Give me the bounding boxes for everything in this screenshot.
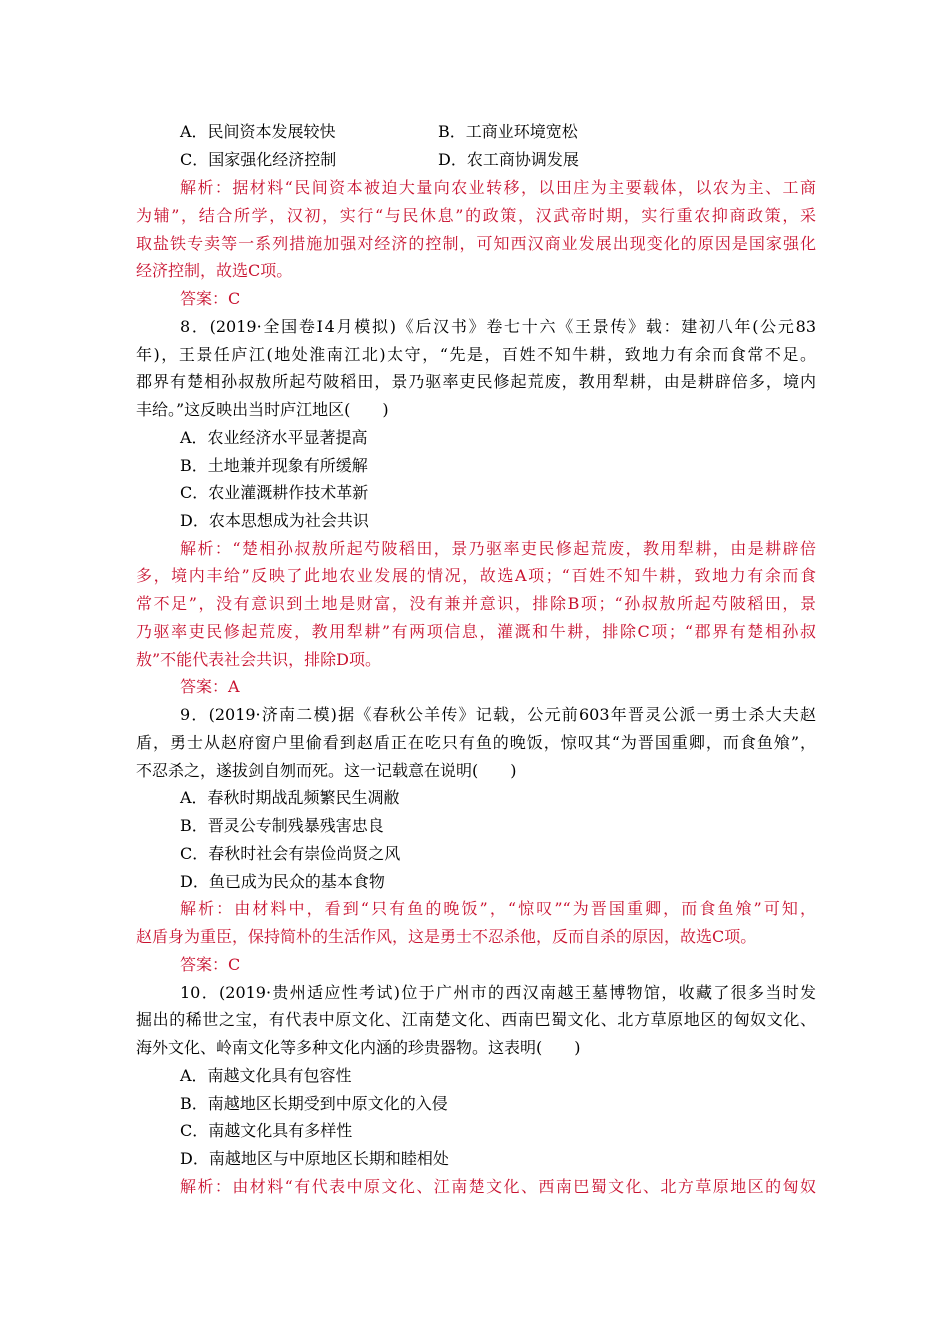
q9-stem-line-2: 盾，勇士从赵府窗户里偷看到赵盾正在吃只有鱼的晚饭，惊叹其“为晋国重卿，而食鱼飧”， (136, 733, 816, 752)
q7-option-d: D．农工商协调发展 (438, 150, 579, 169)
q8-analysis-line-2: 多，境内丰给”反映了此地农业发展的情况，故选A项；“百姓不知牛耕，致地力有余而食 (136, 566, 816, 585)
q8-analysis-line-4: 乃驱率吏民修起荒废，教用犁耕”有两项信息，灌溉和牛耕，排除C项；“郡界有楚相孙叔 (136, 622, 816, 641)
q8-analysis-line-5: 敖”不能代表社会共识，排除D项。 (136, 650, 382, 669)
q7-option-b: B．工商业环境宽松 (438, 122, 578, 141)
q8-option-a: A．农业经济水平显著提高 (180, 428, 368, 447)
q7-answer: 答案：C (180, 289, 241, 308)
q8-answer: 答案：A (180, 677, 240, 696)
q8-analysis-label: 解析： (180, 539, 233, 558)
q8-analysis-line-1: 解析：“楚相孙叔敖所起芍陂稻田，景乃驱率吏民修起荒废，教用犁耕，由是耕辟倍 (180, 539, 816, 558)
q7-analysis-line-1: 解析：据材料“民间资本被迫大量向农业转移，以田庄为主要载体，以农为主、工商 (180, 178, 816, 197)
q8-stem-line-1: 8．(2019·全国卷Ⅰ4月模拟)《后汉书》卷七十六《王景传》载：建初八年(公元83 (180, 317, 816, 336)
q10-stem-line-3: 海外文化、岭南文化等多种文化内涵的珍贵器物。这表明( ) (136, 1038, 581, 1057)
q9-stem-line-1: 9．(2019·济南二模)据《春秋公羊传》记载，公元前603年晋灵公派一勇士杀大夫赵 (180, 705, 816, 724)
q8-option-c: C．农业灌溉耕作技术革新 (180, 483, 369, 502)
q7-option-c: C．国家强化经济控制 (180, 150, 337, 169)
q9-answer: 答案：C (180, 955, 241, 974)
q9-stem-line-3: 不忍杀之，遂拔剑自刎而死。这一记载意在说明( ) (136, 761, 517, 780)
q10-option-a: A．南越文化具有包容性 (180, 1066, 352, 1085)
q8-option-b: B．土地兼并现象有所缓解 (180, 456, 368, 475)
q10-option-b: B．南越地区长期受到中原文化的入侵 (180, 1094, 448, 1113)
q7-analysis-line-4: 经济控制，故选C项。 (136, 261, 293, 280)
q10-stem-line-1: 10．(2019·贵州适应性考试)位于广州市的西汉南越王墓博物馆，收藏了很多当时发 (180, 983, 816, 1002)
q7-analysis-line-2: 为辅”，结合所学，汉初，实行“与民休息”的政策，汉武帝时期，实行重农抑商政策，采 (136, 206, 816, 225)
q7-option-a: A．民间资本发展较快 (180, 122, 336, 141)
q9-option-c: C．春秋时社会有崇俭尚贤之风 (180, 844, 401, 863)
q10-option-c: C．南越文化具有多样性 (180, 1121, 353, 1140)
q8-analysis-line-3: 常不足”，没有意识到土地是财富，没有兼并意识，排除B项；“孙叔敖所起芍陂稻田，景 (136, 594, 816, 613)
q10-analysis-line-1: 解析：由材料“有代表中原文化、江南楚文化、西南巴蜀文化、北方草原地区的匈奴 (180, 1177, 816, 1196)
q9-option-d: D．鱼已成为民众的基本食物 (180, 872, 385, 891)
q9-option-b: B．晋灵公专制残暴残害忠良 (180, 816, 384, 835)
q8-stem-line-3: 郡界有楚相孙叔敖所起芍陂稻田，景乃驱率吏民修起荒废，教用犁耕，由是耕辟倍多，境内 (136, 372, 816, 391)
q9-option-a: A．春秋时期战乱频繁民生凋敝 (180, 788, 400, 807)
q10-option-d: D．南越地区与中原地区长期和睦相处 (180, 1149, 449, 1168)
q9-analysis-label: 解析： (180, 899, 235, 918)
q8-option-d: D．农本思想成为社会共识 (180, 511, 369, 530)
q10-analysis-label: 解析： (180, 1177, 233, 1196)
q8-stem-line-2: 年)，王景任庐江(地处淮南江北)太守，“先是，百姓不知牛耕，致地力有余而食常不足。 (136, 345, 816, 364)
q9-analysis-line-1: 解析：由材料中，看到“只有鱼的晚饭”，“惊叹”“为晋国重卿，而食鱼飧”可知， (180, 899, 816, 918)
q7-analysis-label: 解析： (180, 178, 233, 197)
q7-analysis-line-3: 取盐铁专卖等一系列措施加强对经济的控制，可知西汉商业发展出现变化的原因是国家强化 (136, 234, 816, 253)
q10-stem-line-2: 掘出的稀世之宝，有代表中原文化、江南楚文化、西南巴蜀文化、北方草原地区的匈奴文化、 (136, 1010, 816, 1029)
q9-analysis-line-2: 赵盾身为重臣，保持简朴的生活作风，这是勇士不忍杀他，反而自杀的原因，故选C项。 (136, 927, 757, 946)
q8-stem-line-4: 丰给。”这反映出当时庐江地区( ) (136, 400, 389, 419)
